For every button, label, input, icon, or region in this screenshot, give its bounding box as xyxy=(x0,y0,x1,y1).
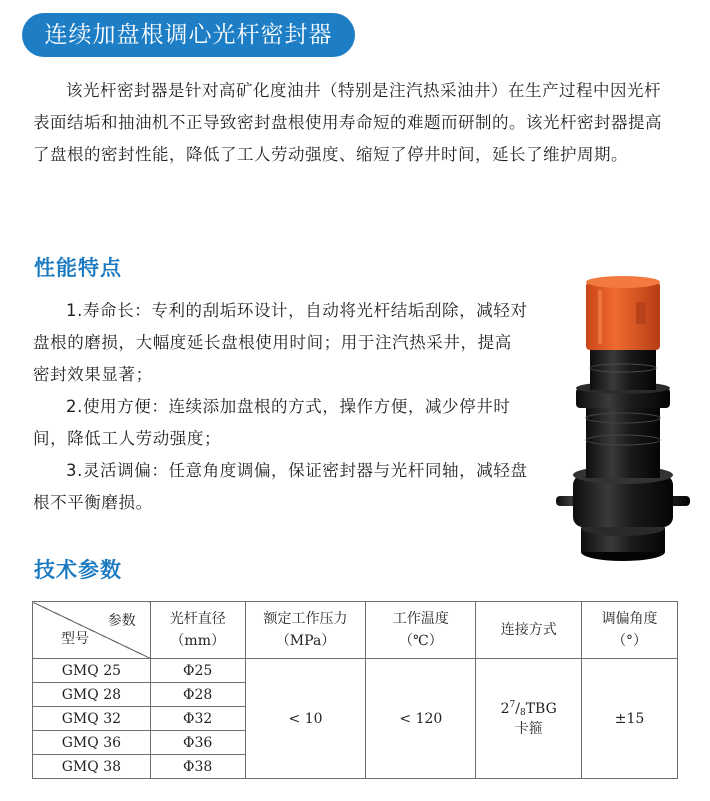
connection-slash: / xyxy=(515,700,520,717)
header-diameter xyxy=(150,602,245,659)
intro-text: 该光杆密封器是针对高矿化度油井（特别是注汽热采油井）在生产过程中因光杆表面结垢和抽油机不正导致密封盘根使用寿命短的难题而研制的。该光杆密封器提高了盘根的密封性能，降低了工人劳动强度、缩短了停井时间，延长了维护周期。 xyxy=(33,81,662,164)
header-diameter-label: 光杆直径 xyxy=(169,611,226,627)
diameter-cell: Φ32 xyxy=(150,707,245,731)
diameter-cell: Φ25 xyxy=(150,659,245,683)
model-cell: GMQ 25 xyxy=(33,659,151,683)
feature-item: 1.寿命长：专利的刮垢环设计，自动将光杆结垢刮除，减轻对盘根的磨损，大幅度延长盘根使用时间；用于注汽热采井，提高密封效果显著； xyxy=(33,301,528,384)
diameter-cell: Φ36 xyxy=(150,731,245,755)
page-title-banner xyxy=(22,13,355,57)
diameter-cell: Φ38 xyxy=(150,755,245,779)
feature-item: 2.使用方便：连续添加盘根的方式，操作方便，减少停井时间，降低工人劳动强度； xyxy=(33,397,511,448)
connection-num: 7 xyxy=(509,699,516,710)
product-image xyxy=(548,270,698,570)
connection-whole: 2 xyxy=(500,700,510,717)
model-cell: GMQ 28 xyxy=(33,683,151,707)
page-title: 连续加盘根调心光杆密封器 xyxy=(44,22,333,48)
feature-item: 3.灵活调偏：任意角度调偏，保证密封器与光杆同轴，减轻盘根不平衡磨损。 xyxy=(33,461,528,512)
header-temperature-unit: （℃） xyxy=(399,633,443,649)
model-cell: GMQ 36 xyxy=(33,731,151,755)
connection-den: 8 xyxy=(519,707,526,718)
connection-clamp: 卡箍 xyxy=(514,720,543,737)
table-header-row xyxy=(33,602,678,659)
features-list xyxy=(33,295,528,519)
diameter-cell: Φ28 xyxy=(150,683,245,707)
intro-paragraph xyxy=(33,75,673,171)
corner-model-label: 型号 xyxy=(61,631,89,647)
spec-table xyxy=(32,601,678,779)
header-temperature xyxy=(366,602,476,659)
header-temperature-label: 工作温度 xyxy=(392,611,449,627)
header-angle-unit: （°） xyxy=(612,633,648,649)
features-heading: 性能特点 xyxy=(34,256,122,280)
header-angle-label: 调偏角度 xyxy=(601,611,658,627)
connection-thread: TBG xyxy=(525,700,557,717)
temperature-cell: < 120 xyxy=(366,659,476,779)
header-angle xyxy=(582,602,678,659)
connection-cell xyxy=(476,659,582,779)
corner-cell xyxy=(33,602,151,659)
header-diameter-unit: （mm） xyxy=(170,633,225,649)
header-connection xyxy=(476,602,582,659)
angle-cell: ±15 xyxy=(582,659,678,779)
specs-heading: 技术参数 xyxy=(34,558,122,582)
header-connection-label: 连接方式 xyxy=(500,622,557,638)
header-pressure xyxy=(245,602,366,659)
header-pressure-unit: （MPa） xyxy=(275,633,336,649)
header-pressure-label: 额定工作压力 xyxy=(263,611,348,627)
model-cell: GMQ 38 xyxy=(33,755,151,779)
table-row xyxy=(33,659,678,683)
corner-param-label: 参数 xyxy=(107,613,136,629)
pressure-cell: < 10 xyxy=(245,659,366,779)
model-cell: GMQ 32 xyxy=(33,707,151,731)
